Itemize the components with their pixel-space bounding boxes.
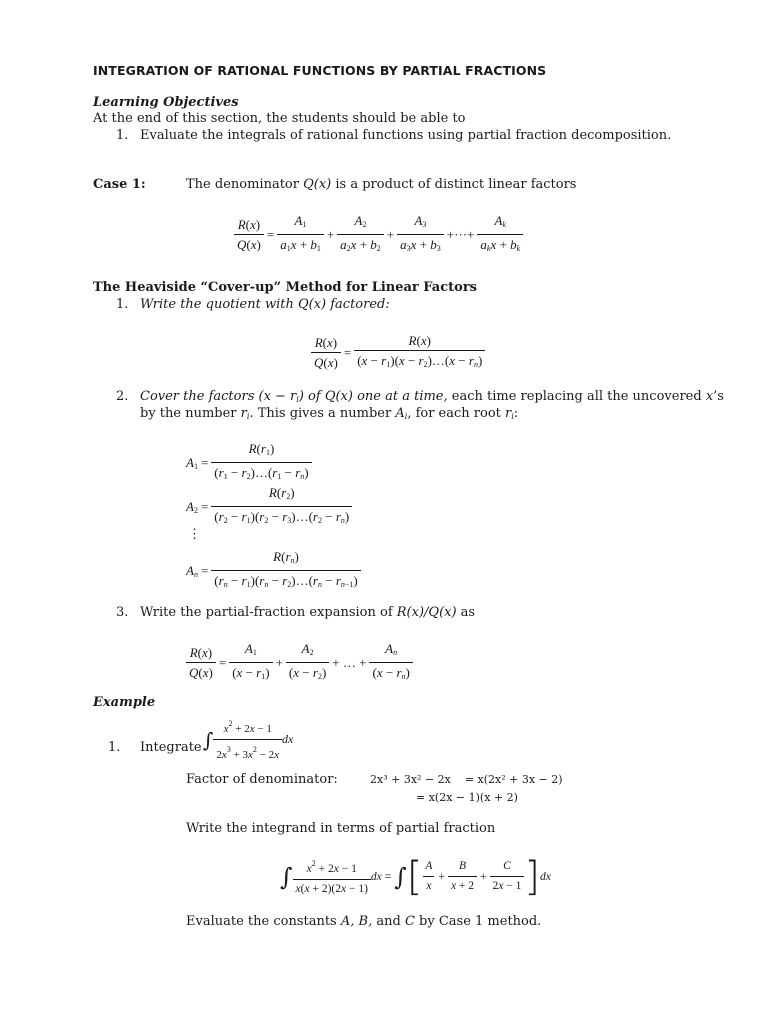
step2-l2-sub3: i bbox=[511, 412, 514, 421]
example-integral: ∫ $\frac{x^2 + 2x - 1}{2x^3 + 3x^2 - 2x}$ dx bbox=[203, 719, 294, 761]
step2-l2-c: , for each root bbox=[407, 406, 506, 421]
step2-line2 bbox=[140, 406, 518, 421]
evaluate-and: and bbox=[372, 914, 405, 929]
objective-text: Evaluate the integrals of rational functions using partial fraction decomposition. bbox=[140, 128, 672, 143]
step2-l2-sub: i bbox=[246, 412, 250, 421]
step2-l1-end: ’s bbox=[713, 389, 724, 404]
formula-a2: $A_2$ = $\frac{R(r_2)}{(r_2 - r_1)(r_2 - r_3)\dots(r_2 - r_n)}$ bbox=[186, 485, 352, 528]
case1-formula: $\frac{R(x)}{Q(x)}$ = $\frac{A_1}{a_1x + b_1}$ + $\frac{A_2}{a_2x + b_2}$ + $\frac{A_3}{a_3x + b_3}$ +···+ $\frac{A_k}{a_kx + b_k}$ bbox=[234, 213, 523, 256]
example-number: 1. bbox=[108, 740, 121, 755]
partial-fraction-formula: ∫ $\frac{x^2 + 2x - 1}{x(x + 2)(2x - 1)}$ dx = ∫ [ $\frac{A}{x}$ + $\frac{B}{x + 2}$ + $\frac{C}{2x - 1}$ ] dx bbox=[280, 853, 551, 900]
factor-line1: 2x³ + 3x² − 2x = x(2x² + 3x − 2) bbox=[370, 773, 563, 786]
objectives-heading: Learning Objectives bbox=[93, 95, 239, 110]
step2-number: 2. bbox=[116, 389, 129, 404]
step1-number: 1. bbox=[116, 297, 129, 312]
objectives-intro: At the end of this section, the students should be able to bbox=[93, 111, 466, 126]
step2-l2-end: : bbox=[513, 406, 519, 421]
page-title: INTEGRATION OF RATIONAL FUNCTIONS BY PARTIAL FRACTIONS bbox=[93, 63, 547, 78]
step3-expr: R(x)/Q(x) bbox=[396, 605, 457, 620]
evaluate-text bbox=[186, 914, 541, 929]
case1-text-pre: The denominator bbox=[186, 177, 304, 192]
write-label: Write the integrand in terms of partial fraction bbox=[186, 821, 496, 836]
step3-text bbox=[140, 605, 475, 620]
step2-l1-c: each time replacing all the uncovered bbox=[447, 389, 706, 404]
evaluate-vars: A, B, bbox=[340, 914, 373, 929]
vdots: ⋮ bbox=[188, 526, 201, 541]
step3-formula: $\frac{R(x)}{Q(x)}$ = $\frac{A_1}{(x - r_1)}$ + $\frac{A_2}{(x - r_2)}$ + … + $\frac{A_n}{(x - r_n)}$ bbox=[186, 641, 413, 684]
case1-label: Case 1: bbox=[93, 177, 146, 192]
evaluate-post: by Case 1 method. bbox=[414, 914, 542, 929]
evaluate-pre: Evaluate the constants bbox=[186, 914, 341, 929]
step2-l2-ri: r bbox=[240, 406, 247, 421]
step2-l1-a: Cover the factors (x − r bbox=[140, 389, 297, 404]
step2-l2-ai: A bbox=[395, 406, 405, 421]
step2-l2-sub2: i bbox=[404, 412, 408, 421]
factor-line2: = x(2x − 1)(x + 2) bbox=[416, 791, 518, 804]
step2-l1-sub: i bbox=[296, 395, 299, 404]
case1-text-q: Q(x) bbox=[303, 177, 332, 192]
integrate-label: Integrate bbox=[140, 740, 202, 755]
step2-l2-ri2: r bbox=[505, 406, 512, 421]
case1-text-post: is a product of distinct linear factors bbox=[331, 177, 577, 192]
step2-l1-x: x bbox=[705, 389, 714, 404]
factor-label: Factor of denominator: bbox=[186, 772, 338, 787]
step2-l2-a: by the number bbox=[140, 406, 241, 421]
evaluate-c: C bbox=[404, 914, 415, 929]
step2-l2-b: . This gives a number bbox=[249, 406, 396, 421]
step3-number: 3. bbox=[116, 605, 129, 620]
step1-text: Write the quotient with Q(x) factored: bbox=[140, 297, 390, 312]
step3-post: as bbox=[456, 605, 476, 620]
formula-an: $A_n$ = $\frac{R(r_n)}{(r_n - r_1)(r_n - r_2)\dots(r_n - r_{n-1})}$ bbox=[186, 549, 361, 592]
step1-formula: $\frac{R(x)}{Q(x)}$ = $\frac{R(x)}{(x - r_1)(x - r_2)\dots(x - r_n)}$ bbox=[311, 333, 485, 372]
step2-l1-b: ) of Q(x) one at a time, bbox=[298, 389, 448, 404]
step2-line1 bbox=[140, 389, 724, 404]
case1-text bbox=[186, 177, 576, 192]
formula-a1: $A_1$ = $\frac{R(r_1)}{(r_1 - r_2)\dots(r_1 - r_n)}$ bbox=[186, 441, 312, 484]
heaviside-heading: The Heaviside “Cover-up” Method for Linear Factors bbox=[93, 280, 477, 295]
example-heading: Example bbox=[93, 695, 156, 710]
objective-number: 1. bbox=[116, 128, 129, 143]
step3-pre: Write the partial-fraction expansion of bbox=[140, 605, 397, 620]
